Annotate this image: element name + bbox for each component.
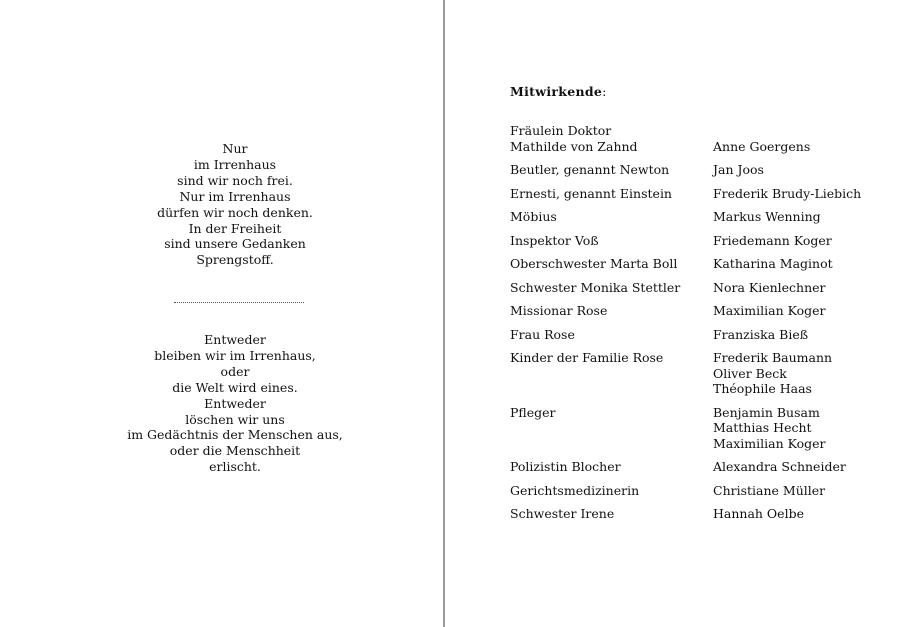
cast-actors: [713, 506, 895, 522]
poem-freedom: [90, 141, 380, 268]
poem-line: die Welt wird eines.: [172, 379, 298, 395]
cast-role-line: Pfleger: [510, 404, 556, 420]
cast-actor-name: Frederik Brudy-Liebich: [713, 185, 862, 201]
poem-line: dürfen wir noch denken.: [157, 204, 313, 220]
cast-actor-name: Oliver Beck: [713, 365, 787, 381]
cast-actor-name: Maximilian Koger: [713, 435, 826, 451]
cast-row: [510, 350, 895, 397]
cast-role-line: Missionar Rose: [510, 303, 608, 318]
cast-actors: [713, 209, 895, 225]
cast-row: [510, 303, 895, 319]
poem-line: erlischt.: [209, 459, 261, 475]
cast-actors: [713, 186, 895, 202]
poem-line: Nur: [222, 141, 248, 156]
poem-line: Entweder: [204, 332, 266, 347]
cast-actors: [713, 303, 895, 319]
poem-either-or: [90, 332, 380, 475]
dotted-separator: [174, 302, 304, 303]
cast-row: [510, 459, 895, 475]
poem-line: bleiben wir im Irrenhaus,: [154, 347, 316, 363]
poem-line: im Gedächtnis der Menschen aus,: [127, 427, 343, 443]
cast-actors: [713, 327, 895, 343]
cast-row: [510, 506, 895, 522]
cast-row: [510, 280, 895, 296]
cast-role: [510, 233, 713, 249]
cast-actor-name: Jan Joos: [713, 162, 764, 177]
cast-role-line: Beutler, genannt Newton: [510, 162, 670, 177]
cast-actor-name: Katharina Maginot: [713, 256, 833, 271]
cast-heading: [510, 84, 607, 99]
cast-role-line: Inspektor Voß: [510, 232, 599, 248]
cast-role: [510, 405, 713, 452]
cast-role-line: Schwester Monika Stettler: [510, 279, 681, 295]
left-page: [0, 0, 443, 627]
cast-actor-name: Maximilian Koger: [713, 303, 826, 318]
cast-role: [510, 483, 713, 499]
cast-role: [510, 162, 713, 178]
poem-line: Entweder: [204, 395, 266, 411]
cast-role-line: Gerichtsmedizinerin: [510, 482, 640, 498]
cast-actors: [713, 256, 895, 272]
cast-actors: [713, 280, 895, 296]
cast-heading-word: Mitwirkende: [510, 84, 603, 99]
cast-role: [510, 209, 713, 225]
cast-role-line: Frau Rose: [510, 326, 575, 342]
cast-role: [510, 327, 713, 343]
right-page: [445, 0, 900, 627]
cast-actor-name: Benjamin Busam: [713, 404, 820, 420]
cast-role-line: Ernesti, genannt Einstein: [510, 185, 672, 201]
cast-role-line: Kinder der Familie Rose: [510, 350, 664, 365]
cast-actor-name: Franziska Bieß: [713, 326, 809, 342]
cast-list: [510, 123, 895, 530]
cast-row: [510, 209, 895, 225]
cast-role: [510, 506, 713, 522]
cast-actor-name: Anne Goergens: [713, 138, 811, 154]
cast-row: [510, 186, 895, 202]
cast-role: [510, 186, 713, 202]
cast-role-line: Möbius: [510, 209, 557, 224]
cast-role: [510, 303, 713, 319]
cast-actors: [713, 483, 895, 499]
poem-line: Sprengstoff.: [196, 252, 274, 268]
cast-role-line: Schwester Irene: [510, 506, 615, 521]
cast-actors: [713, 123, 895, 154]
cast-role-line: Mathilde von Zahnd: [510, 138, 638, 154]
cast-row: [510, 405, 895, 452]
poem-line: In der Freiheit: [188, 220, 282, 236]
cast-role: [510, 256, 713, 272]
cast-role-line: Fräulein Doktor: [510, 123, 612, 138]
cast-actor-name: Frederik Baumann: [713, 350, 833, 365]
cast-actor-name: Nora Kienlechner: [713, 279, 826, 295]
poem-line: Nur im Irrenhaus: [179, 188, 291, 204]
cast-actors: [713, 350, 895, 397]
cast-actor-name: Théophile Haas: [713, 381, 812, 396]
poem-line: im Irrenhaus: [193, 156, 277, 172]
cast-row: [510, 327, 895, 343]
cast-role: [510, 123, 713, 154]
poem-line: löschen wir uns: [185, 411, 285, 427]
cast-row: [510, 162, 895, 178]
cast-role-line: Polizistin Blocher: [510, 459, 621, 474]
cast-row: [510, 256, 895, 272]
poem-line: sind unsere Gedanken: [164, 236, 306, 252]
cast-actors: [713, 233, 895, 249]
cast-actor-name: Friedemann Koger: [713, 232, 832, 248]
cast-actor-name: Matthias Hecht: [713, 420, 812, 435]
cast-actor-name: Hannah Oelbe: [713, 506, 804, 521]
poem-line: sind wir noch frei.: [177, 172, 293, 188]
cast-row: [510, 123, 895, 154]
poem-line: oder die Menschheit: [169, 443, 301, 459]
cast-role-line: Oberschwester Marta Boll: [510, 256, 678, 271]
cast-actor-name: Christiane Müller: [713, 482, 826, 498]
cast-actors: [713, 162, 895, 178]
cast-actor-name: Markus Wenning: [713, 209, 821, 224]
cast-role: [510, 280, 713, 296]
cast-role: [510, 350, 713, 397]
poem-line: oder: [220, 363, 250, 379]
cast-row: [510, 483, 895, 499]
cast-row: [510, 233, 895, 249]
cast-heading-colon: :: [602, 84, 607, 99]
cast-actors: [713, 459, 895, 475]
cast-actors: [713, 405, 895, 452]
cast-actor-name: Alexandra Schneider: [713, 459, 846, 474]
cast-role: [510, 459, 713, 475]
